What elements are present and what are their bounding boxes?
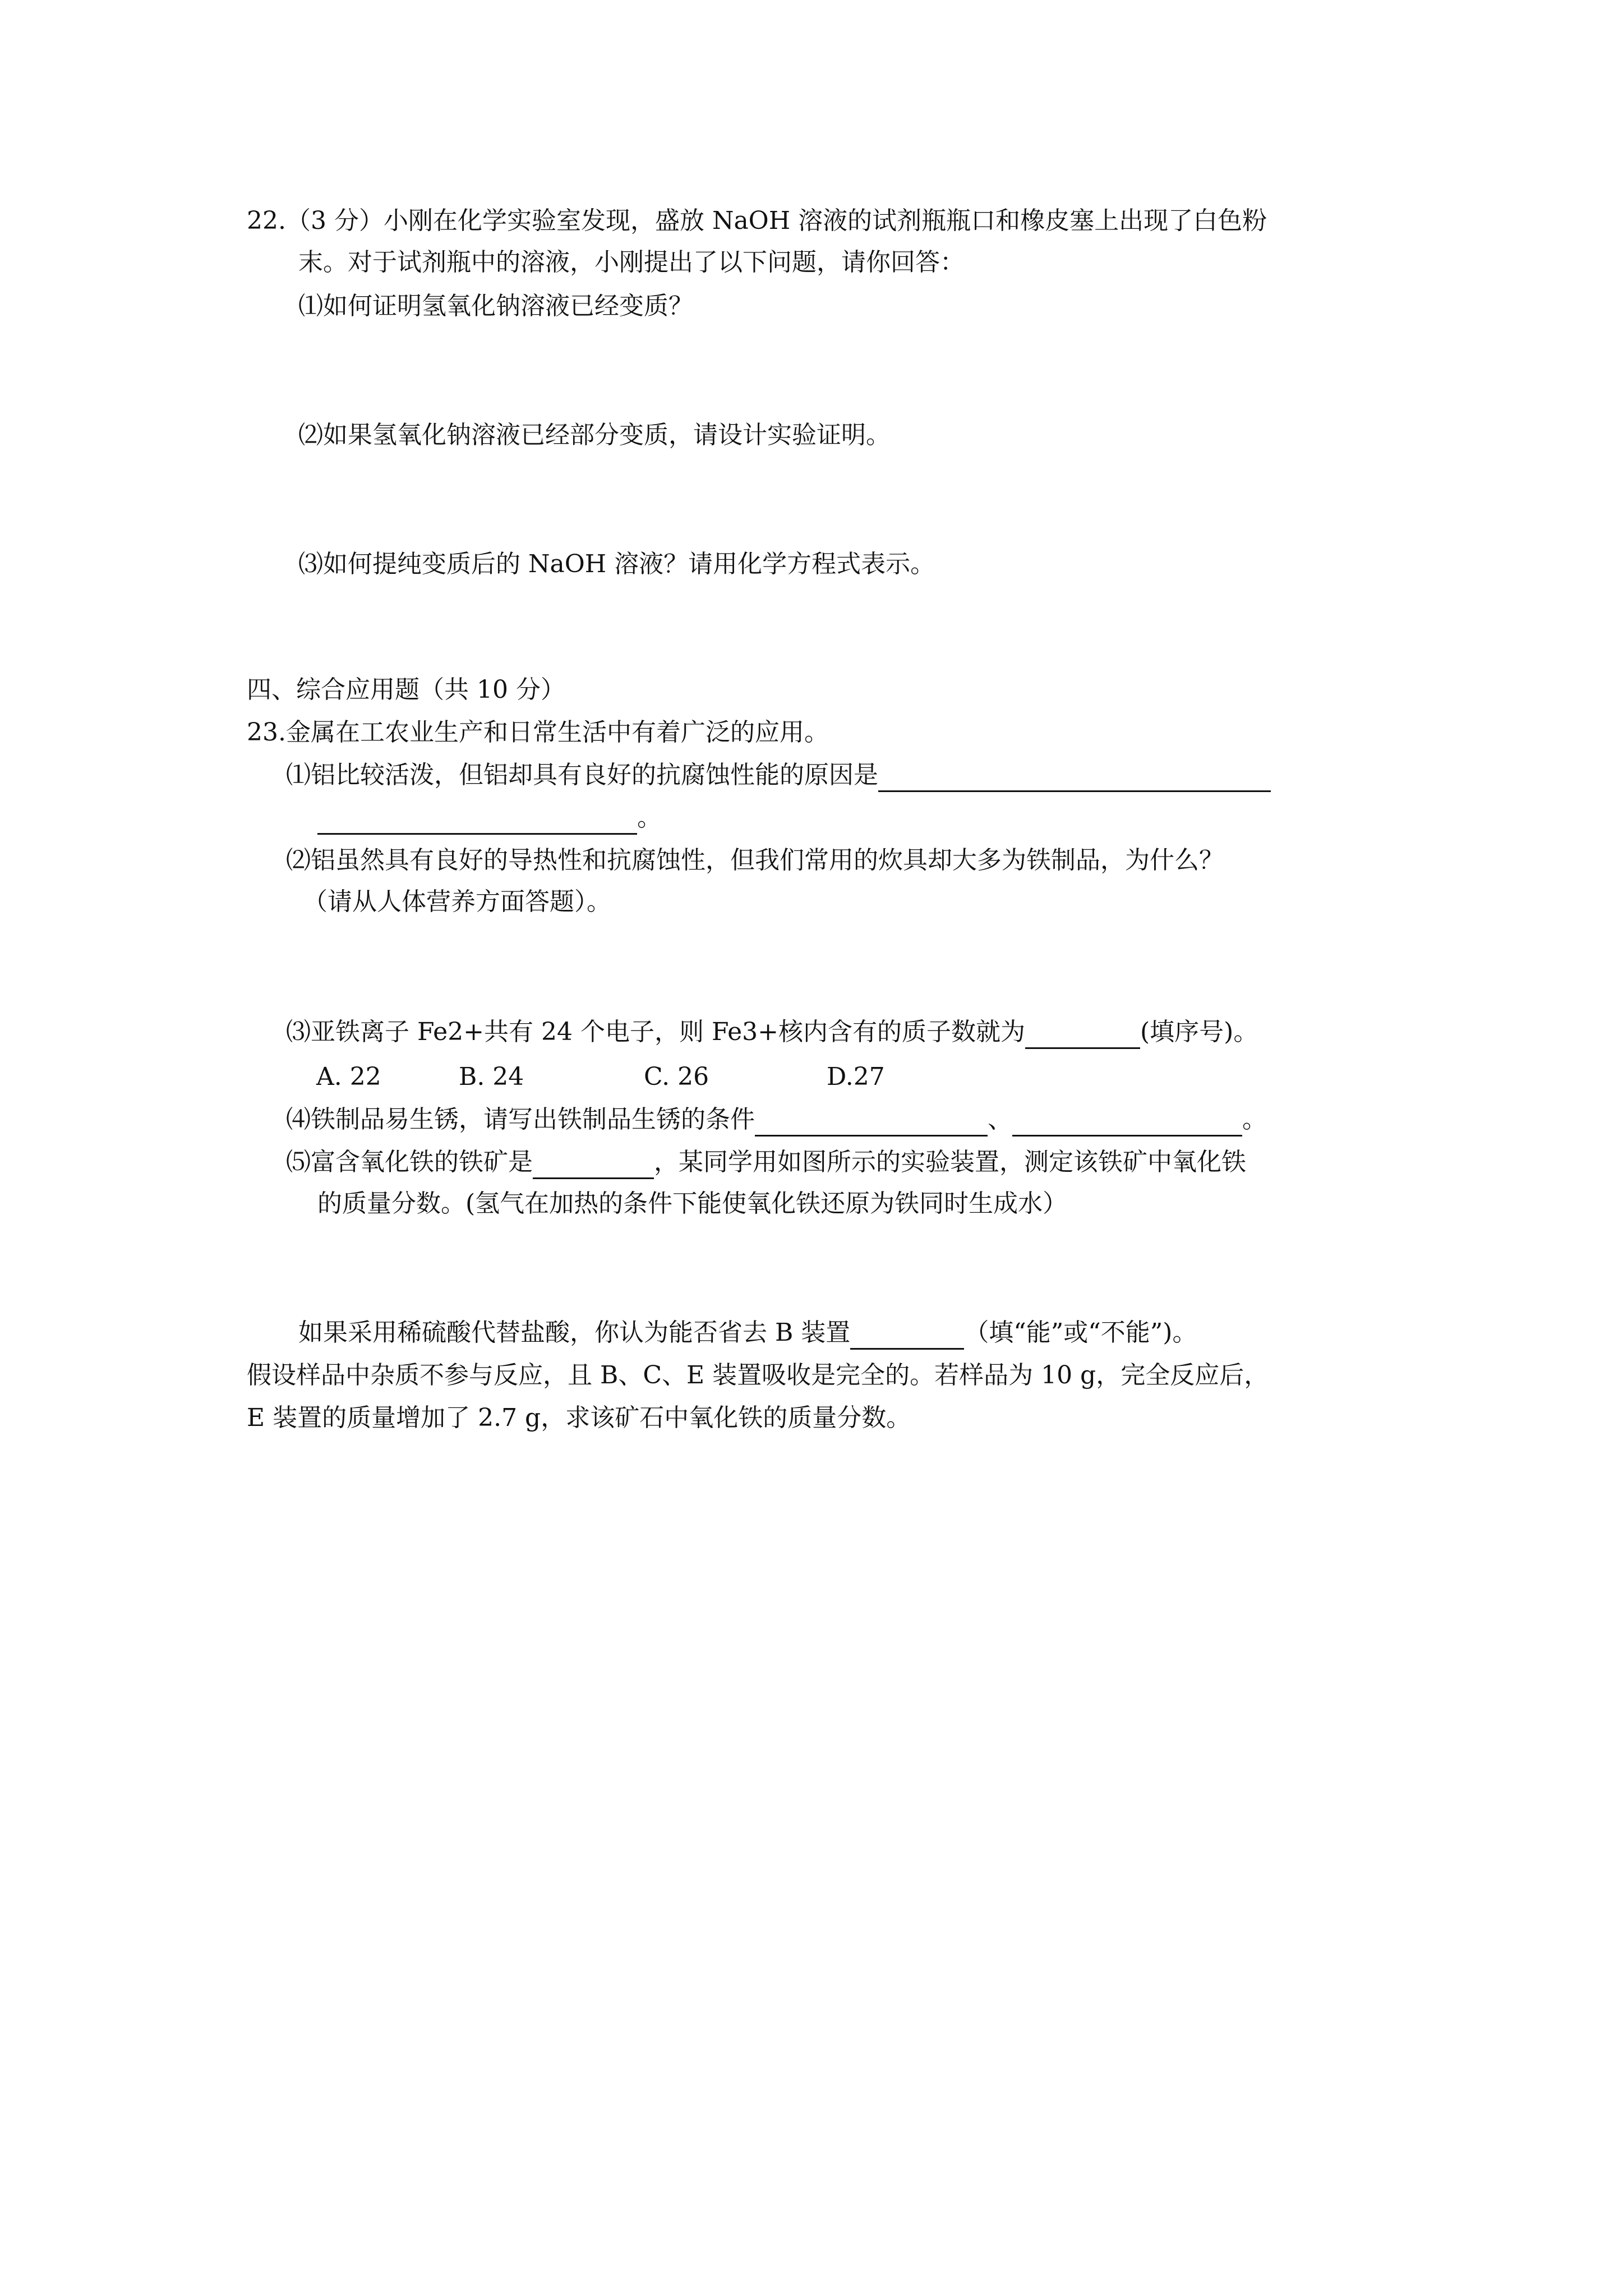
- q23-part4: [286, 1103, 1267, 1137]
- q22-intro-line1: 22.（3 分）小刚在化学实验室发现，盛放 NaOH 溶液的试剂瓶瓶口和橡皮塞上出现了白色粉: [247, 206, 1267, 235]
- q23-part2-line2: （请从人体营养方面答题）。: [303, 887, 611, 916]
- q23-part3-text: ⑶亚铁离子 Fe2+共有 24 个电子，则 Fe3+核内含有的质子数就为: [286, 1018, 1025, 1046]
- q22-part2: ⑵如果氢氧化钠溶液已经部分变质，请设计实验证明。: [298, 421, 891, 449]
- q23-part3: [286, 1015, 1258, 1049]
- section4-heading: 四、综合应用题（共 10 分）: [247, 675, 565, 704]
- answer-blank-6[interactable]: [850, 1322, 964, 1350]
- answer-blank-4a[interactable]: [755, 1109, 988, 1137]
- answer-blank-1a[interactable]: [878, 765, 1271, 792]
- answer-blank-5[interactable]: [533, 1152, 654, 1179]
- q23-part5-line2: 的质量分数。(氢气在加热的条件下能使氧化铁还原为铁同时生成水）: [317, 1189, 1068, 1218]
- q23-part5-text2: ，某同学用如图所示的实验装置，测定该铁矿中氧化铁: [654, 1148, 1246, 1176]
- answer-blank-1b[interactable]: [317, 807, 637, 835]
- q23-final-text2: （填“能”或“不能”)。: [964, 1318, 1197, 1347]
- q23-final-text1: 如果采用稀硫酸代替盐酸，你认为能否省去 B 装置: [298, 1318, 851, 1347]
- q23-final-line3: E 装置的质量增加了 2.7 g，求该矿石中氧化铁的质量分数。: [247, 1404, 911, 1432]
- q23-options: [316, 1060, 885, 1094]
- answer-blank-3[interactable]: [1025, 1022, 1140, 1049]
- q23-part5-line1: [286, 1145, 1246, 1179]
- q23-intro: 23.金属在工农业生产和日常生活中有着广泛的应用。: [247, 718, 829, 747]
- option-c: C. 26: [644, 1062, 709, 1091]
- q22-intro-line2: 末。对于试剂瓶中的溶液，小刚提出了以下问题，请你回答：: [298, 248, 965, 277]
- q23-part1-end: 。: [637, 803, 662, 832]
- q23-part1-line1: [286, 758, 1271, 792]
- q23-part4-end: 。: [1242, 1105, 1267, 1134]
- q23-part4-text: ⑷铁制品易生锈，请写出铁制品生锈的条件: [286, 1105, 755, 1134]
- option-a: A. 22: [316, 1062, 381, 1091]
- q23-part1-line2: [317, 801, 662, 835]
- answer-blank-4b[interactable]: [1012, 1109, 1242, 1137]
- q23-part4-sep: 、: [988, 1105, 1012, 1134]
- q23-final-line1: [298, 1316, 1197, 1350]
- q22-part3: ⑶如何提纯变质后的 NaOH 溶液？请用化学方程式表示。: [298, 550, 935, 578]
- q23-part1-text: ⑴铝比较活泼，但铝却具有良好的抗腐蚀性能的原因是: [286, 761, 878, 789]
- q23-final-line2: 假设样品中杂质不参与反应，且 B、C、E 装置吸收是完全的。若样品为 10 g，完全反应后，: [247, 1361, 1269, 1389]
- q23-part5-text1: ⑸富含氧化铁的铁矿是: [286, 1148, 533, 1176]
- option-b: B. 24: [459, 1062, 524, 1091]
- q23-part3-end: (填序号)。: [1140, 1018, 1258, 1046]
- option-d: D.27: [827, 1062, 885, 1091]
- q23-part2-line1: ⑵铝虽然具有良好的导热性和抗腐蚀性，但我们常用的炊具却大多为铁制品，为什么？: [286, 846, 1224, 875]
- q22-part1: ⑴如何证明氢氧化钠溶液已经变质？: [298, 292, 693, 320]
